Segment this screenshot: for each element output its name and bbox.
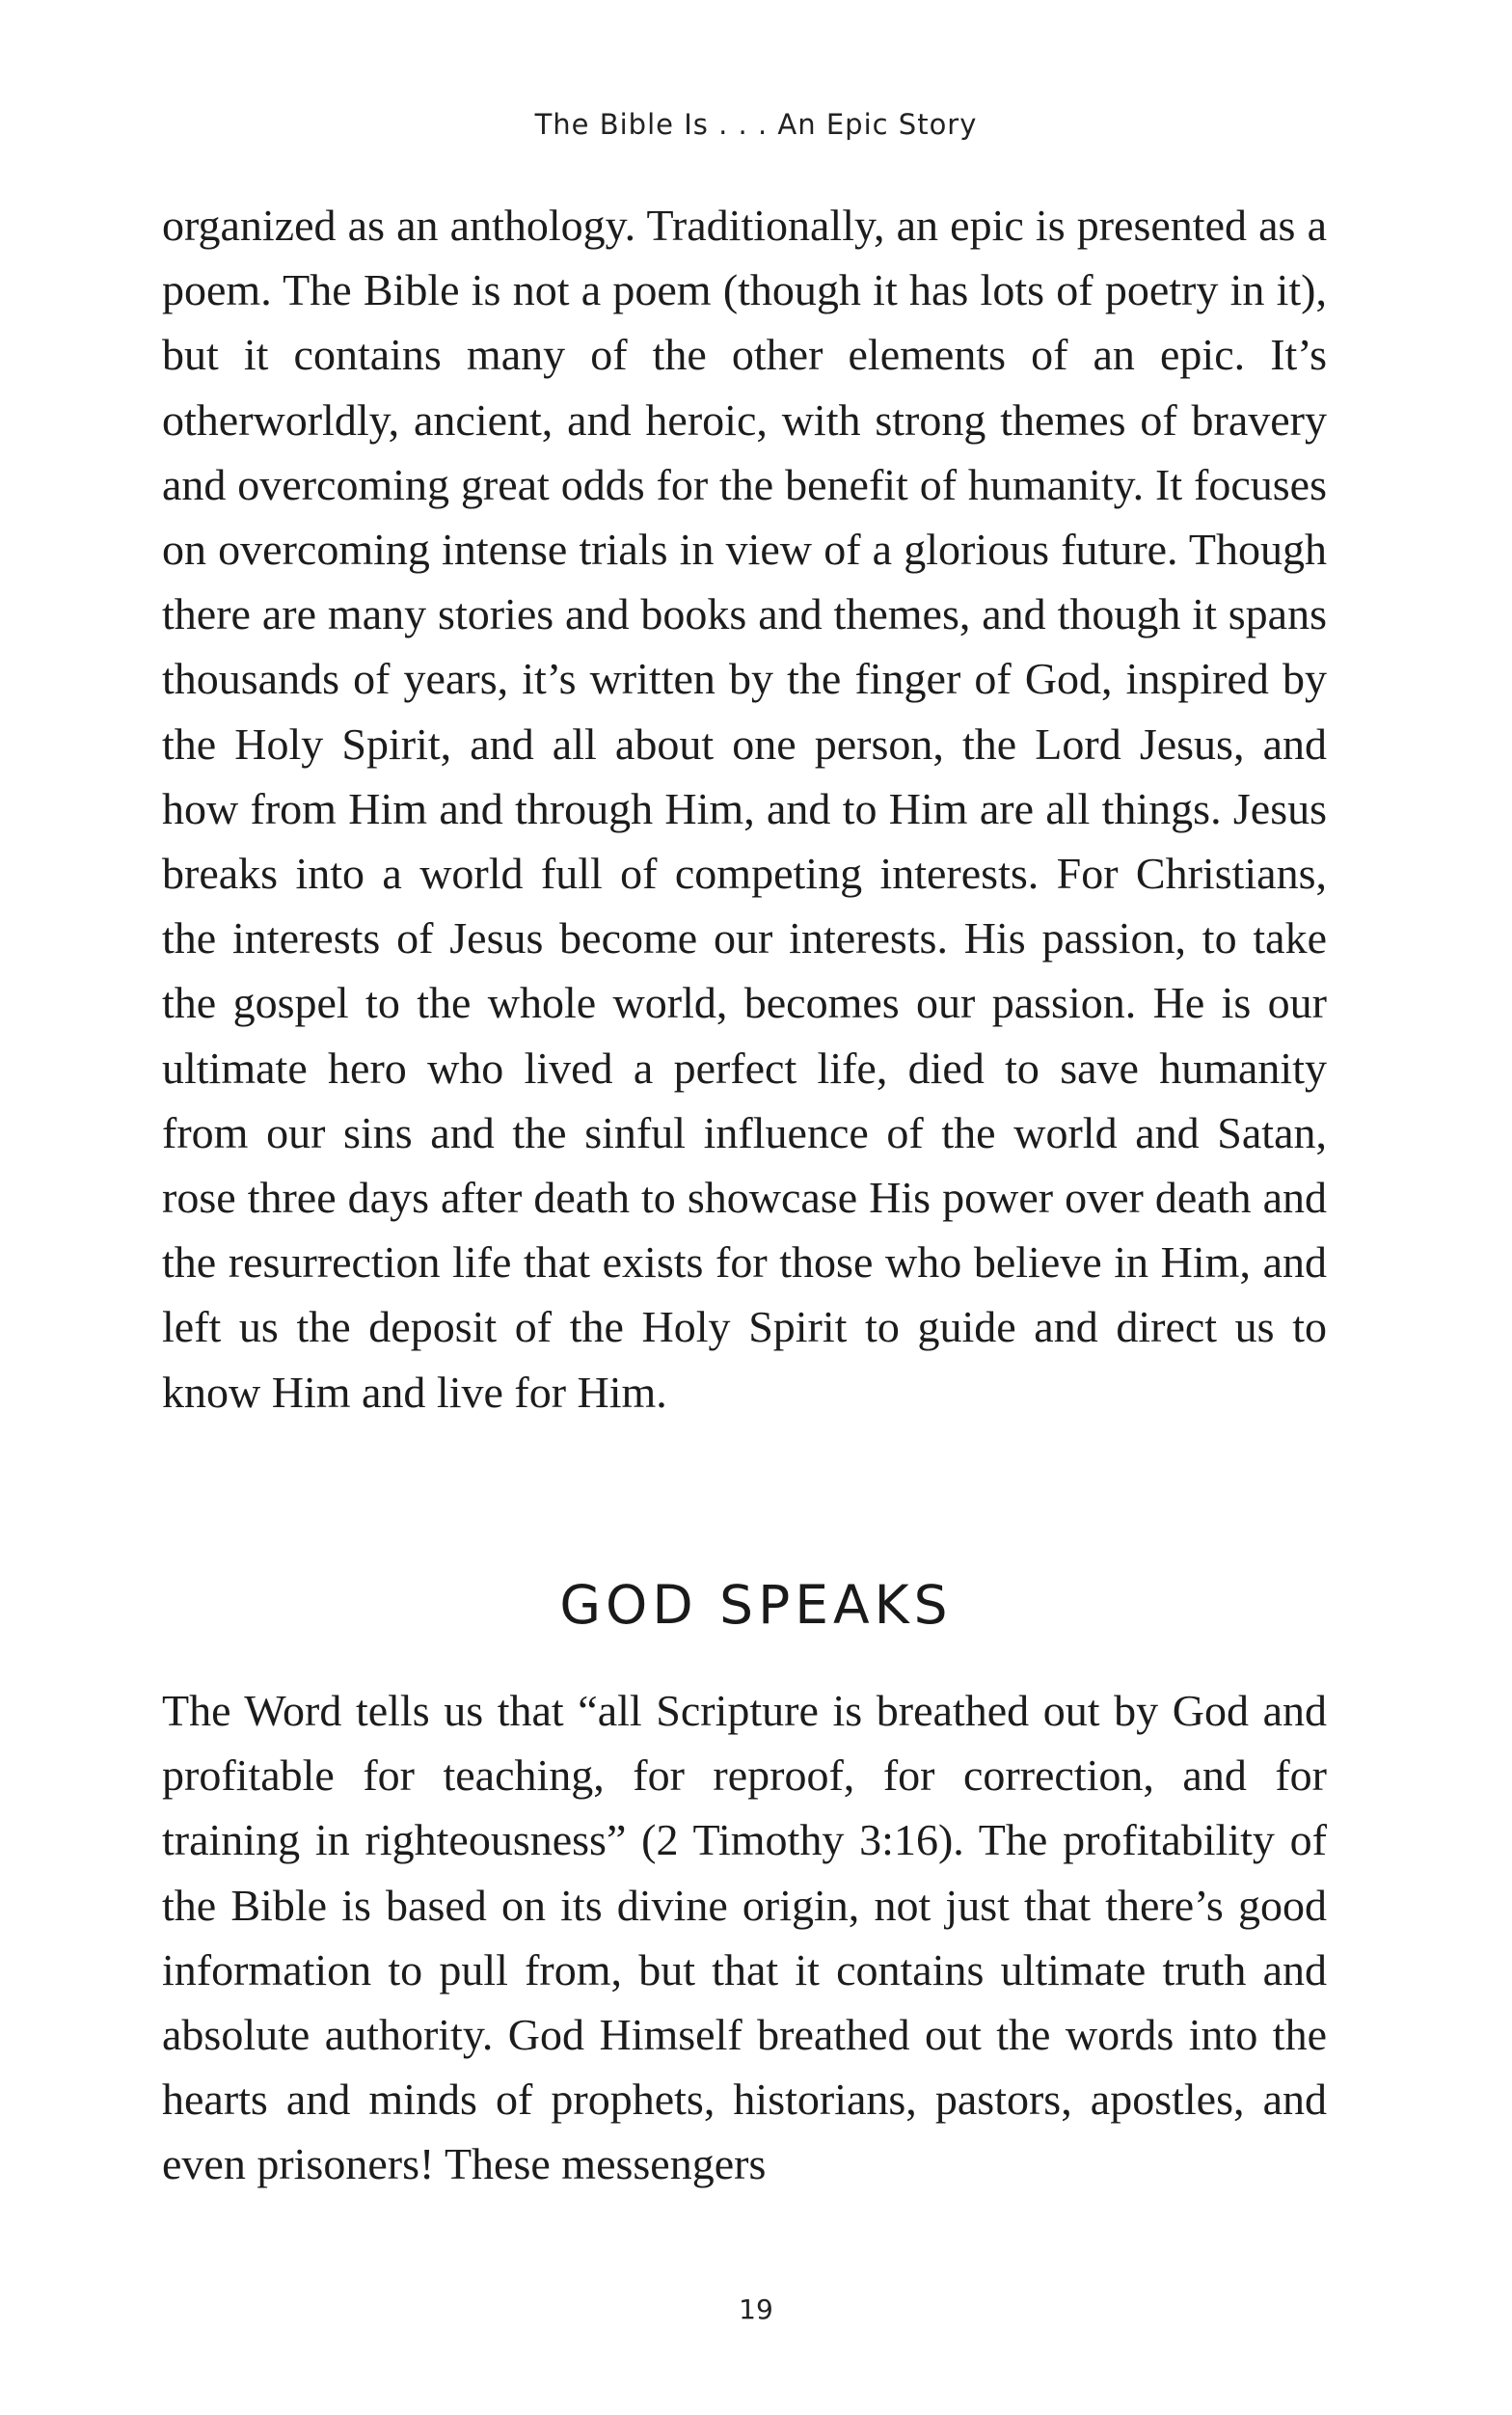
page-number: 19: [739, 2293, 773, 2325]
body-paragraph: organized as an anthology. Traditionally, an epic is presented as a poem. The Bible is not a poem (though it has lots of poetry in it), but it contains many of the other elements of an epic. It’s otherworldly, ancient, and heroic, with strong themes of bravery and overcoming great odds for the benefit of humanity. It focuses on overcoming intense trials in view of a glorious future. Though there are many stories and books and themes, and though it spans thousands of years, it’s written by the finger of God, inspired by the Holy Spirit, and all about one person, the Lord Jesus, and how from Him and through Him, and to Him are all things. Jesus breaks into a world full of competing interests. For Christians, the interests of Jesus become our interests. His passion, to take the gospel to the whole world, becomes our passion. He is our ultimate hero who lived a perfect life, died to save humanity from our sins and the sinful influence of the world and Satan, rose three days after death to showcase His power over death and the resurrection life that exists for those who believe in Him, and left us the deposit of the Holy Spirit to guide and direct us to know Him and live for Him.: [162, 201, 1327, 1417]
section-heading: GOD SPEAKS: [559, 1574, 953, 1636]
running-head: The Bible Is . . . An Epic Story: [534, 108, 978, 141]
body-paragraph: The Word tells us that “all Scripture is breathed out by God and profitable for teaching, for reproof, for correction, and for training in righteousness” (2 Timothy 3:16). The profitability of the Bible is based on its divine origin, not just that there’s good information to pull from, but that it contains ultimate truth and absolute authority. God Himself breathed out the words into the hearts and minds of prophets, historians, pastors, apostles, and even prisoners! These messengers: [162, 1686, 1327, 2189]
